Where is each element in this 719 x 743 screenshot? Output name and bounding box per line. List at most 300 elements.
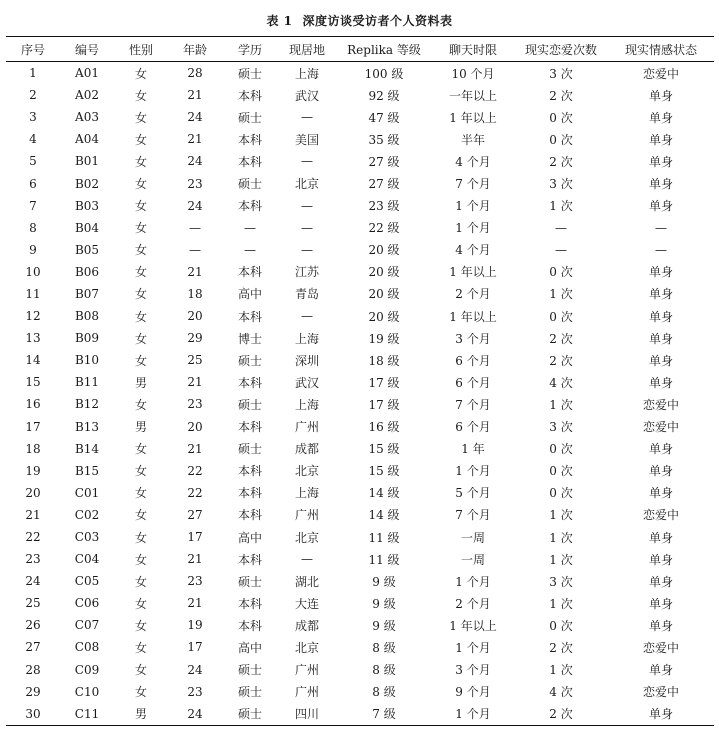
cell-chat-duration: 6 个月 <box>455 353 491 368</box>
cell-age: 20 <box>187 419 203 434</box>
cell-age: 29 <box>187 331 203 346</box>
cell-serial: 21 <box>25 507 41 522</box>
cell-residence: 成都 <box>294 442 319 457</box>
cell-chat-duration: 6 个月 <box>455 420 491 435</box>
cell-gender: 女 <box>134 596 147 611</box>
cell-education: 高中 <box>237 530 262 545</box>
cell-replika-level: 9 级 <box>372 574 396 589</box>
cell-serial: 7 <box>29 198 37 213</box>
table-header <box>6 37 714 62</box>
cell-relationship-status: 单身 <box>648 199 673 214</box>
table-row <box>6 614 714 636</box>
cell-residence: 武汉 <box>294 375 319 390</box>
cell-age: 23 <box>187 397 203 412</box>
cell-code: B08 <box>74 309 100 324</box>
cell-relationship-status: 单身 <box>648 618 673 633</box>
table-caption <box>0 12 719 29</box>
cell-chat-duration: 一周 <box>460 552 485 567</box>
cell-serial: 1 <box>29 66 37 81</box>
cell-relationship-status: 单身 <box>648 154 673 169</box>
cell-age: — <box>189 242 201 257</box>
cell-residence: 上海 <box>294 486 319 501</box>
header-residence: 现居地 <box>278 37 336 62</box>
cell-gender: 女 <box>134 464 147 479</box>
cell-relationship-count: — <box>555 220 567 235</box>
cell-code: C04 <box>74 552 100 567</box>
cell-relationship-status: 单身 <box>648 331 673 346</box>
cell-residence: 江苏 <box>294 265 319 280</box>
cell-education: 硕士 <box>237 177 262 192</box>
cell-age: 17 <box>187 640 203 655</box>
cell-replika-level: 27 级 <box>368 154 400 169</box>
cell-age: 24 <box>187 110 203 125</box>
cell-relationship-count: 0 次 <box>549 265 573 280</box>
table-row <box>6 482 714 504</box>
cell-code: B14 <box>74 441 100 456</box>
cell-residence: 北京 <box>294 640 319 655</box>
cell-chat-duration: 4 个月 <box>455 243 491 258</box>
cell-code: B03 <box>74 198 100 213</box>
cell-age: 21 <box>187 441 203 456</box>
cell-gender: 女 <box>134 530 147 545</box>
cell-chat-duration: 3 个月 <box>455 663 491 678</box>
cell-code: C10 <box>74 684 100 699</box>
cell-chat-duration: 7 个月 <box>455 397 491 412</box>
cell-gender: 女 <box>134 640 147 655</box>
cell-code: B07 <box>74 286 100 301</box>
cell-relationship-status: 单身 <box>648 486 673 501</box>
cell-replika-level: 8 级 <box>372 640 396 655</box>
cell-replika-level: 14 级 <box>368 486 400 501</box>
cell-education: 高中 <box>237 640 262 655</box>
header-relationship-count: 现实恋爱次数 <box>514 37 608 62</box>
table-row <box>6 438 714 460</box>
cell-gender: 女 <box>134 574 147 589</box>
cell-code: B11 <box>74 375 100 390</box>
cell-gender: 女 <box>134 552 147 567</box>
cell-education: 本科 <box>237 618 262 633</box>
cell-chat-duration: 7 个月 <box>455 177 491 192</box>
cell-residence: — <box>301 198 313 213</box>
cell-chat-duration: 1 个月 <box>455 199 491 214</box>
cell-residence: — <box>301 242 313 257</box>
cell-chat-duration: 半年 <box>460 132 485 147</box>
cell-serial: 6 <box>29 176 37 191</box>
cell-code: C09 <box>74 662 100 677</box>
table-row <box>6 703 714 726</box>
cell-age: — <box>189 220 201 235</box>
cell-residence: 上海 <box>294 397 319 412</box>
cell-gender: 女 <box>134 88 147 103</box>
cell-serial: 18 <box>25 441 41 456</box>
header-gender: 性别 <box>114 37 168 62</box>
cell-gender: 女 <box>134 177 147 192</box>
cell-residence: — <box>301 154 313 169</box>
cell-residence: — <box>301 552 313 567</box>
cell-replika-level: 20 级 <box>368 265 400 280</box>
cell-relationship-status: 单身 <box>648 177 673 192</box>
cell-code: B09 <box>74 331 100 346</box>
cell-education: 硕士 <box>237 397 262 412</box>
cell-education: 本科 <box>237 464 262 479</box>
cell-serial: 4 <box>29 132 37 147</box>
header-serial: 序号 <box>6 37 60 62</box>
cell-residence: 深圳 <box>294 353 319 368</box>
cell-gender: 女 <box>134 66 147 81</box>
cell-relationship-status: 单身 <box>648 574 673 589</box>
cell-residence: 四川 <box>278 703 336 726</box>
header-code: 编号 <box>60 37 114 62</box>
cell-chat-duration: 1 年以上 <box>449 110 497 125</box>
cell-serial: 23 <box>25 552 41 567</box>
cell-serial: 16 <box>25 397 41 412</box>
cell-education: 硕士 <box>222 703 278 726</box>
cell-residence: 美国 <box>294 132 319 147</box>
table-row <box>6 261 714 283</box>
cell-residence: — <box>301 220 313 235</box>
cell-relationship-status: 单身 <box>648 464 673 479</box>
cell-chat-duration: 7 个月 <box>455 508 491 523</box>
cell-serial: 22 <box>25 530 41 545</box>
cell-relationship-count: 3 次 <box>549 177 573 192</box>
cell-age: 21 <box>187 552 203 567</box>
cell-relationship-count: 2 次 <box>549 88 573 103</box>
cell-serial: 29 <box>25 684 41 699</box>
cell-serial: 5 <box>29 154 37 169</box>
cell-code: A04 <box>75 132 99 147</box>
cell-chat-duration: 1 个月 <box>455 221 491 236</box>
cell-residence: 北京 <box>294 177 319 192</box>
table-row <box>6 570 714 592</box>
table-row <box>6 239 714 261</box>
cell-relationship-status: 单身 <box>648 265 673 280</box>
table-row <box>6 150 714 172</box>
cell-age: 25 <box>187 353 203 368</box>
cell-age: 21 <box>187 596 203 611</box>
cell-code: B02 <box>74 176 100 191</box>
cell-serial: 30 <box>6 703 60 726</box>
table-row <box>6 349 714 371</box>
cell-relationship-count: 0 次 <box>549 132 573 147</box>
cell-replika-level: 22 级 <box>368 221 400 236</box>
table-row <box>6 217 714 239</box>
cell-relationship-status: 单身 <box>648 132 673 147</box>
cell-education: 本科 <box>237 265 262 280</box>
cell-chat-duration: 1 年以上 <box>449 309 497 324</box>
cell-education: 硕士 <box>237 66 262 81</box>
cell-serial: 15 <box>25 375 41 390</box>
cell-replika-level: 14 级 <box>368 508 400 523</box>
cell-relationship-status: 单身 <box>648 530 673 545</box>
cell-chat-duration: 9 个月 <box>455 685 491 700</box>
cell-code: C02 <box>74 507 100 522</box>
cell-code: B04 <box>74 220 100 235</box>
cell-serial: 24 <box>25 574 41 589</box>
table-row <box>6 283 714 305</box>
cell-relationship-status: 恋爱中 <box>642 685 679 700</box>
cell-code: C08 <box>74 640 100 655</box>
cell-gender: 女 <box>134 287 147 302</box>
cell-chat-duration: 4 个月 <box>455 154 491 169</box>
table-row <box>6 592 714 614</box>
table-row <box>6 681 714 703</box>
cell-age: 24 <box>168 703 222 726</box>
cell-replika-level: 18 级 <box>368 353 400 368</box>
cell-replika-level: 15 级 <box>368 464 400 479</box>
cell-relationship-count: 1 次 <box>549 596 573 611</box>
cell-residence: 上海 <box>294 331 319 346</box>
cell-age: 17 <box>187 530 203 545</box>
table-row <box>6 659 714 681</box>
cell-serial: 26 <box>25 618 41 633</box>
cell-code: C05 <box>74 574 100 589</box>
cell-replika-level: 15 级 <box>368 442 400 457</box>
cell-age: 21 <box>187 375 203 390</box>
cell-age: 23 <box>187 176 203 191</box>
cell-gender: 女 <box>134 397 147 412</box>
cell-relationship-status: 单身 <box>648 88 673 103</box>
cell-age: 22 <box>187 463 203 478</box>
table-row <box>6 526 714 548</box>
cell-education: 硕士 <box>237 442 262 457</box>
cell-replika-level: 92 级 <box>368 88 400 103</box>
cell-residence: 广州 <box>294 685 319 700</box>
header-replika-level: Replika 等级 <box>336 37 432 62</box>
cell-education: 本科 <box>237 132 262 147</box>
cell-education: 硕士 <box>237 353 262 368</box>
cell-age: 28 <box>187 66 203 81</box>
table-row <box>6 460 714 482</box>
cell-relationship-status: 恋爱中 <box>642 508 679 523</box>
cell-code: C03 <box>74 530 100 545</box>
cell-relationship-count: 4 次 <box>549 375 573 390</box>
cell-chat-duration: 2 个月 <box>455 596 491 611</box>
table-row <box>6 371 714 393</box>
cell-relationship-count: 2 次 <box>549 154 573 169</box>
cell-gender: 女 <box>134 221 147 236</box>
cell-residence: — <box>301 110 313 125</box>
cell-education: — <box>244 220 256 235</box>
header-row <box>6 37 714 62</box>
cell-education: 本科 <box>237 508 262 523</box>
cell-relationship-count: — <box>555 242 567 257</box>
cell-gender: 女 <box>134 265 147 280</box>
cell-relationship-status: 恋爱中 <box>642 66 679 81</box>
cell-gender: 女 <box>134 110 147 125</box>
cell-replika-level: 20 级 <box>368 309 400 324</box>
cell-age: 24 <box>187 198 203 213</box>
cell-replika-level: 8 级 <box>372 663 396 678</box>
cell-gender: 女 <box>134 331 147 346</box>
cell-education: 本科 <box>237 552 262 567</box>
cell-serial: 2 <box>29 88 37 103</box>
cell-education: 高中 <box>237 287 262 302</box>
cell-replika-level: 16 级 <box>368 420 400 435</box>
cell-replika-level: 20 级 <box>368 287 400 302</box>
cell-age: 19 <box>187 618 203 633</box>
cell-relationship-status: 单身 <box>648 353 673 368</box>
cell-relationship-status: 单身 <box>648 442 673 457</box>
cell-relationship-status: — <box>655 220 667 235</box>
cell-serial: 17 <box>25 419 41 434</box>
cell-age: 23 <box>187 574 203 589</box>
table-row <box>6 172 714 194</box>
cell-residence: 成都 <box>294 618 319 633</box>
cell-age: 21 <box>187 132 203 147</box>
cell-code: B01 <box>74 154 100 169</box>
cell-gender: 女 <box>134 618 147 633</box>
cell-education: 本科 <box>237 199 262 214</box>
cell-relationship-status: 单身 <box>648 552 673 567</box>
cell-education: 硕士 <box>237 110 262 125</box>
cell-age: 23 <box>187 684 203 699</box>
cell-relationship-status: 单身 <box>648 309 673 324</box>
cell-residence: 武汉 <box>294 88 319 103</box>
cell-education: 硕士 <box>237 685 262 700</box>
cell-education: 本科 <box>237 154 262 169</box>
cell-relationship-status: 单身 <box>648 287 673 302</box>
cell-education: 本科 <box>237 420 262 435</box>
cell-age: 21 <box>187 264 203 279</box>
cell-chat-duration: 1 年 <box>461 442 485 457</box>
cell-relationship-count: 1 次 <box>549 552 573 567</box>
cell-gender: 男 <box>134 420 147 435</box>
cell-replika-level: 35 级 <box>368 132 400 147</box>
table-row <box>6 548 714 570</box>
table-row <box>6 636 714 658</box>
table-row <box>6 504 714 526</box>
cell-relationship-count: 2 次 <box>549 640 573 655</box>
cell-relationship-status: 单身 <box>648 663 673 678</box>
cell-gender: 女 <box>134 154 147 169</box>
header-relationship-status: 现实情感状态 <box>608 37 714 62</box>
cell-residence: — <box>301 309 313 324</box>
cell-relationship-count: 3 次 <box>549 420 573 435</box>
cell-relationship-count: 0 次 <box>549 618 573 633</box>
table-row <box>6 106 714 128</box>
cell-gender: 男 <box>114 703 168 726</box>
cell-serial: 13 <box>25 331 41 346</box>
cell-chat-duration: 1 个月 <box>455 464 491 479</box>
cell-serial: 12 <box>25 309 41 324</box>
cell-education: 本科 <box>237 596 262 611</box>
cell-replika-level: 47 级 <box>368 110 400 125</box>
cell-relationship-count: 3 次 <box>549 574 573 589</box>
cell-relationship-status: 单身 <box>648 596 673 611</box>
cell-relationship-count: 2 次 <box>549 331 573 346</box>
cell-education: 本科 <box>237 486 262 501</box>
cell-serial: 9 <box>29 242 37 257</box>
cell-serial: 28 <box>25 662 41 677</box>
cell-residence: 北京 <box>294 464 319 479</box>
cell-gender: 女 <box>134 309 147 324</box>
cell-education: 硕士 <box>237 574 262 589</box>
header-chat-duration: 聊天时限 <box>432 37 514 62</box>
cell-code: B15 <box>74 463 100 478</box>
cell-serial: 27 <box>25 640 41 655</box>
cell-serial: 19 <box>25 463 41 478</box>
cell-replika-level: 100 级 <box>364 66 404 81</box>
cell-code: C01 <box>74 485 100 500</box>
cell-relationship-count: 0 次 <box>549 110 573 125</box>
cell-gender: 女 <box>134 663 147 678</box>
cell-chat-duration: 3 个月 <box>455 331 491 346</box>
cell-relationship-count: 3 次 <box>549 66 573 81</box>
cell-age: 18 <box>187 286 203 301</box>
respondent-table <box>6 36 714 726</box>
cell-gender: 男 <box>134 375 147 390</box>
cell-code: B13 <box>74 419 100 434</box>
cell-relationship-count: 0 次 <box>549 309 573 324</box>
cell-relationship-status: 恋爱中 <box>642 420 679 435</box>
cell-chat-duration: 1 个月 <box>455 574 491 589</box>
cell-education: 博士 <box>237 331 262 346</box>
cell-residence: 广州 <box>294 508 319 523</box>
cell-relationship-count: 0 次 <box>549 464 573 479</box>
cell-relationship-count: 1 次 <box>549 287 573 302</box>
cell-relationship-status: 单身 <box>648 110 673 125</box>
cell-code: B10 <box>74 353 100 368</box>
cell-serial: 25 <box>25 596 41 611</box>
cell-age: 21 <box>187 88 203 103</box>
cell-chat-duration: 6 个月 <box>455 375 491 390</box>
table-row <box>6 195 714 217</box>
cell-chat-duration: 2 个月 <box>455 287 491 302</box>
cell-residence: 大连 <box>294 596 319 611</box>
cell-gender: 女 <box>134 353 147 368</box>
table-row <box>6 62 714 85</box>
cell-code: B06 <box>74 264 100 279</box>
cell-replika-level: 23 级 <box>368 199 400 214</box>
header-education: 学历 <box>222 37 278 62</box>
cell-age: 24 <box>187 154 203 169</box>
cell-code: C11 <box>60 703 114 726</box>
table-row <box>6 84 714 106</box>
cell-relationship-count: 4 次 <box>549 685 573 700</box>
cell-relationship-count: 1 次 <box>549 199 573 214</box>
cell-replika-level: 19 级 <box>368 331 400 346</box>
cell-gender: 女 <box>134 199 147 214</box>
cell-chat-duration: 1 个月 <box>432 703 514 726</box>
cell-serial: 20 <box>25 485 41 500</box>
cell-replika-level: 17 级 <box>368 375 400 390</box>
cell-gender: 女 <box>134 685 147 700</box>
cell-relationship-count: 0 次 <box>549 442 573 457</box>
cell-relationship-count: 0 次 <box>549 486 573 501</box>
cell-chat-duration: 1 年以上 <box>449 265 497 280</box>
cell-chat-duration: 一年以上 <box>448 88 497 103</box>
cell-replika-level: 9 级 <box>372 596 396 611</box>
cell-replika-level: 27 级 <box>368 177 400 192</box>
cell-serial: 11 <box>25 286 41 301</box>
cell-gender: 女 <box>134 486 147 501</box>
cell-code: C06 <box>74 596 100 611</box>
table-number: 表 1 <box>266 14 293 28</box>
cell-relationship-count: 1 次 <box>549 530 573 545</box>
cell-residence: 青岛 <box>294 287 319 302</box>
cell-age: 20 <box>187 309 203 324</box>
table-row <box>6 128 714 150</box>
cell-relationship-count: 1 次 <box>549 663 573 678</box>
cell-serial: 10 <box>25 264 41 279</box>
table-row <box>6 305 714 327</box>
cell-relationship-status: — <box>655 242 667 257</box>
cell-serial: 8 <box>29 220 37 235</box>
cell-replika-level: 17 级 <box>368 397 400 412</box>
cell-chat-duration: 5 个月 <box>455 486 491 501</box>
cell-code: B12 <box>74 397 100 412</box>
cell-replika-level: 9 级 <box>372 618 396 633</box>
